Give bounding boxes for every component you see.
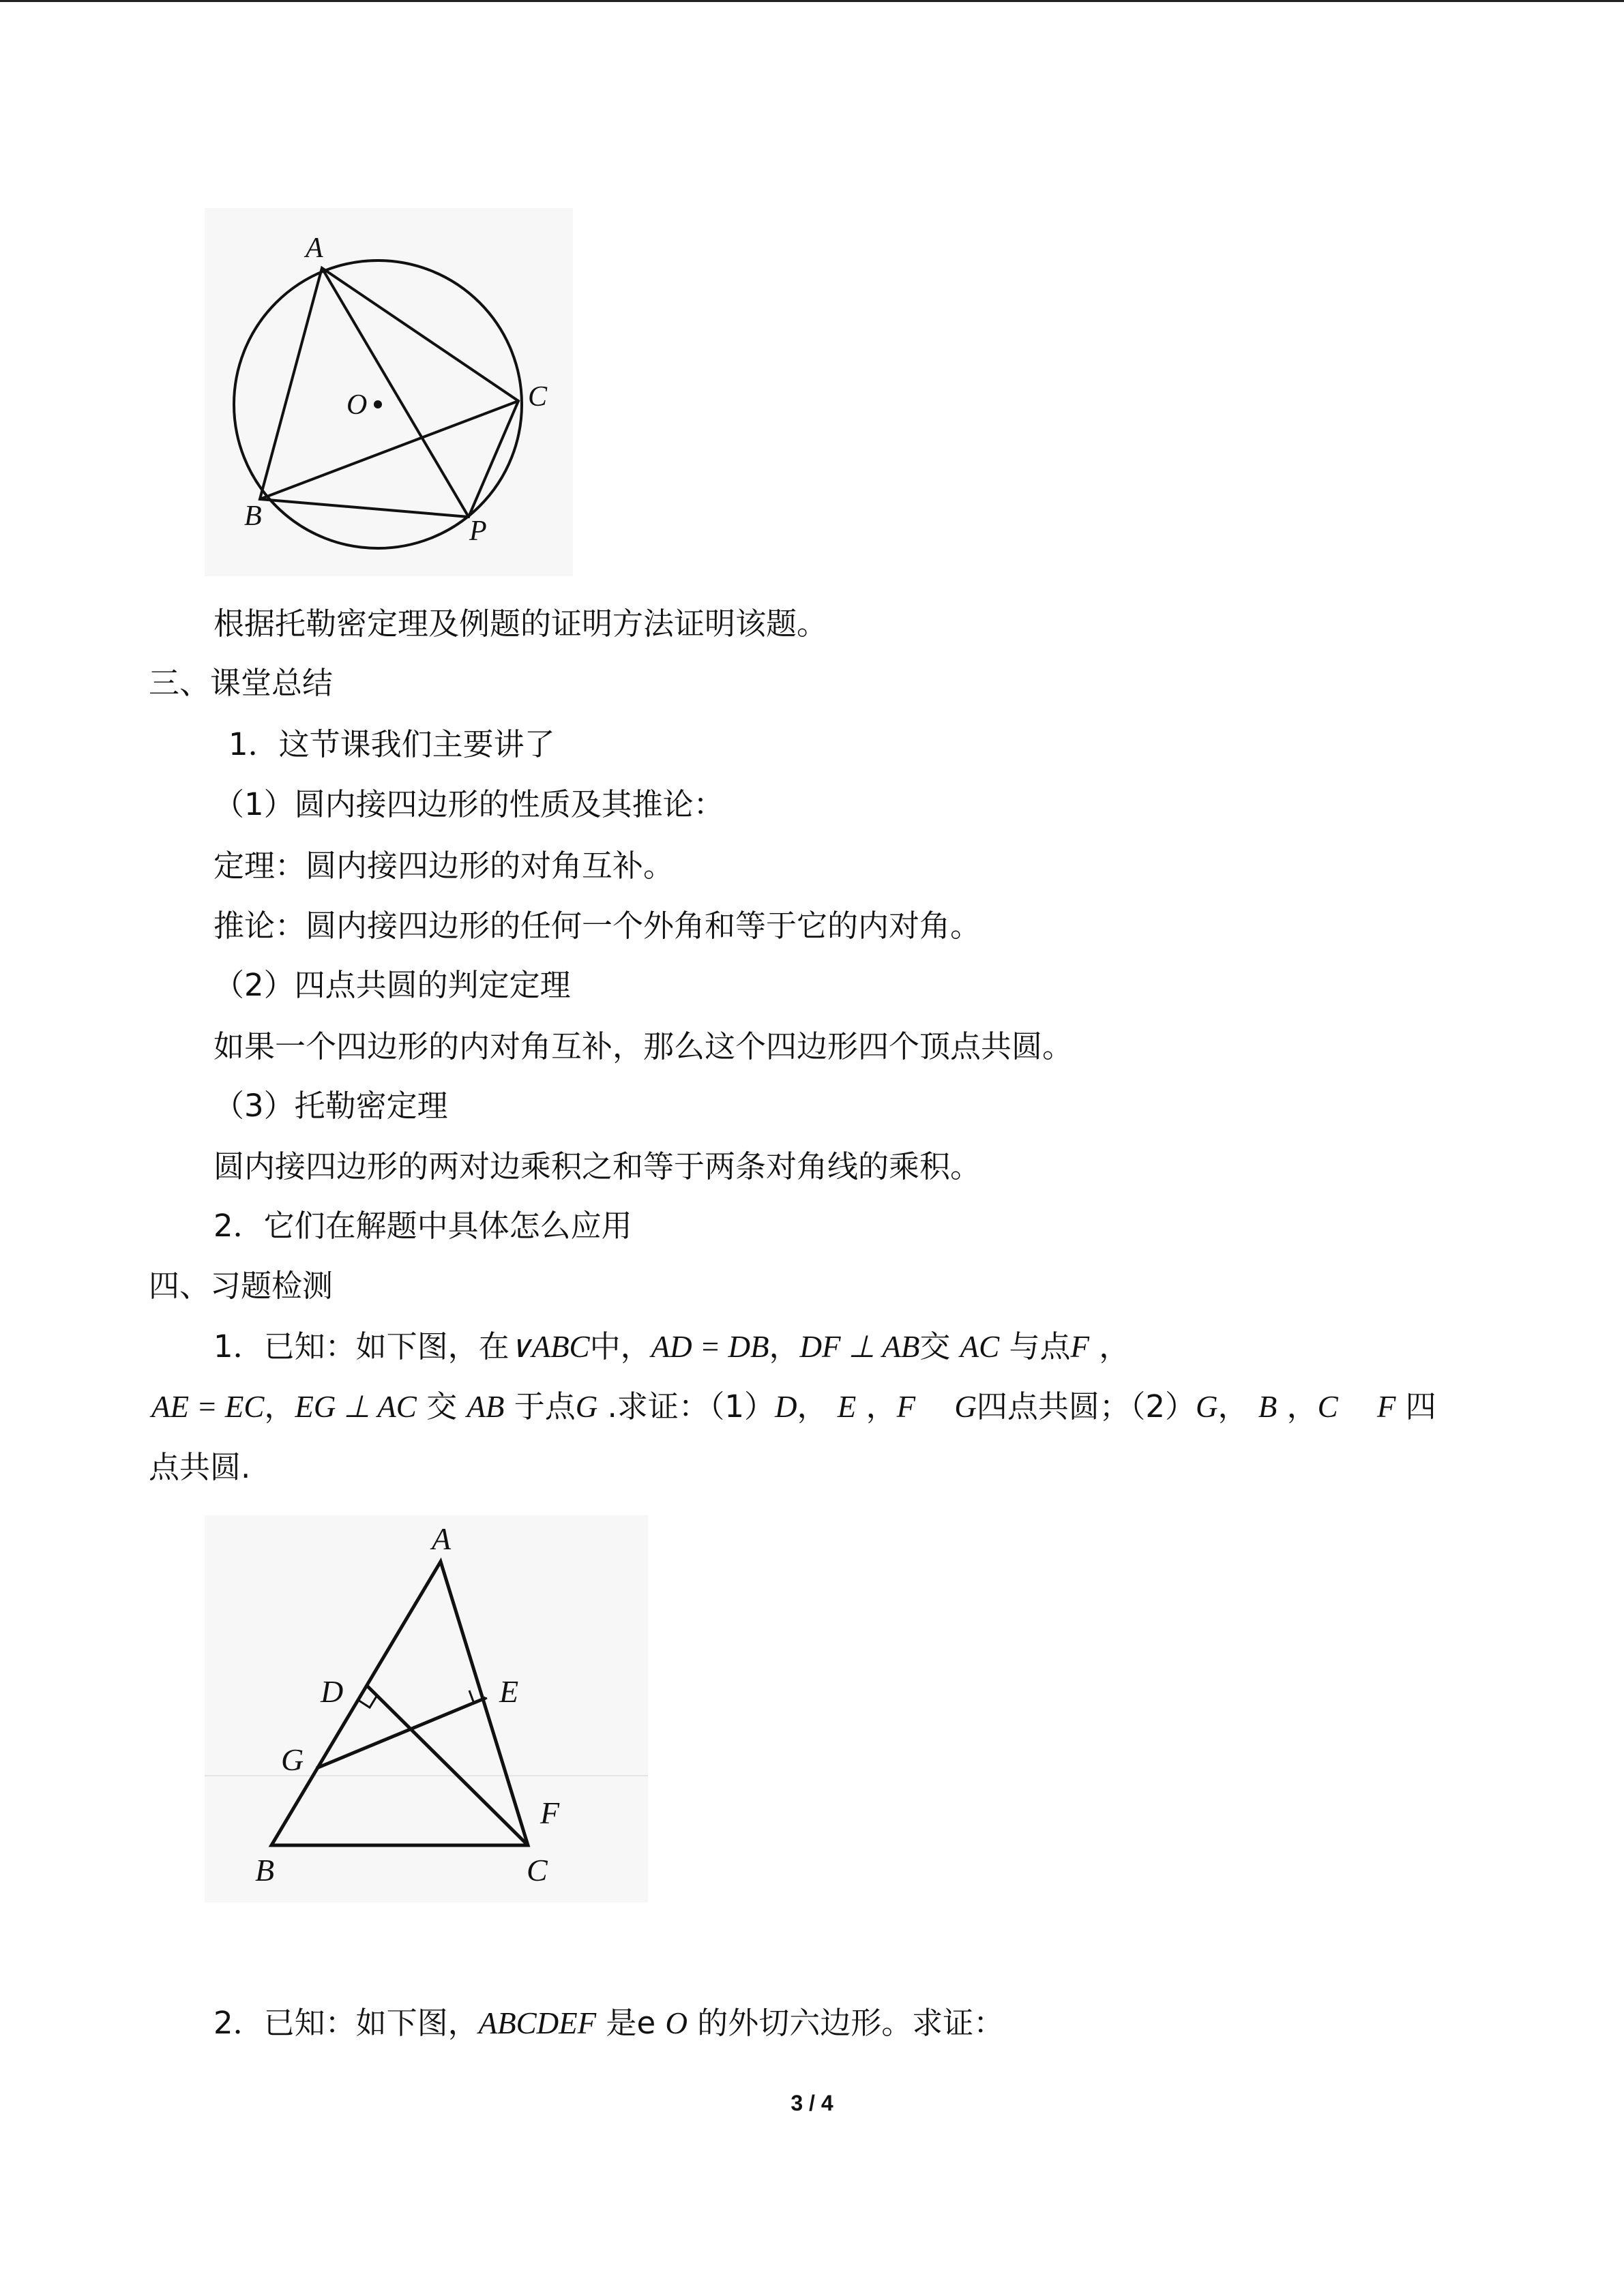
p1-text: 四点共圆；（2） [976,1388,1196,1425]
p1-text: ， [1286,1388,1318,1425]
section-4-title: 四、习题检测 [149,1268,334,1304]
p1-math-f3: F [1376,1390,1396,1424]
p1-math-g3: G [1195,1390,1218,1424]
p1-math-eg-perp: EG ⊥ AC [295,1390,417,1424]
p1-math-triangle: ∨ABC [509,1330,590,1364]
summary-sub-3: （3）托勒密定理 [213,1088,448,1124]
p1-text: 1．已知：如下图，在 [213,1328,510,1365]
label-B: B [244,501,262,532]
problem-2-line-1 [213,2003,1004,2044]
p1-text: 四 [1405,1388,1436,1425]
p1-math-df-perp: DF ⊥ AB [799,1330,920,1364]
summary-item-1: 1．这节课我们主要讲了 [228,726,555,762]
p1-math-e: E [837,1390,857,1424]
p1-math-ab: AB [467,1390,505,1424]
p1-math-g: G [575,1390,598,1424]
p1-text: 与点 [1009,1328,1071,1365]
section-3-title: 三、课堂总结 [149,665,334,701]
p1-math-c: C [1317,1390,1338,1424]
p2-math-o: O [665,2006,688,2040]
page-top-border [0,0,1624,2]
p1-text: ， [1099,1328,1130,1365]
label-G: G [281,1742,304,1777]
summary-theorem: 定理：圆内接四边形的对角互补。 [213,848,675,884]
summary-sub-1: （1）圆内接四边形的性质及其推论： [213,786,724,822]
center-point-O [374,400,382,408]
p1-text: 中， [589,1328,651,1365]
label-B: B [255,1853,275,1888]
problem-1-line-3: 点共圆. [149,1449,251,1485]
summary-sub-2-text: 如果一个四边形的内对角互补，那么这个四边形四个顶点共圆。 [213,1028,1074,1064]
p2-text: 是 [606,2005,637,2041]
label-D: D [321,1674,344,1709]
p1-math-ac: AC [960,1330,1000,1364]
figure-1-svg [205,208,573,576]
p1-math-d: D [774,1390,797,1424]
p2-circle-symbol: e [636,2005,656,2041]
label-E: E [499,1674,519,1709]
label-A: A [432,1521,452,1556]
problem-1-line-1 [213,1326,1130,1367]
p1-math-b: B [1258,1390,1278,1424]
p1-text: ， [797,1388,828,1425]
p1-math-ad-db: AD = DB [651,1330,769,1364]
p1-text: .求证：（1） [607,1388,775,1425]
label-C: C [527,1853,548,1888]
p1-math-f2: F [896,1390,916,1424]
p1-text: 交 [426,1388,458,1425]
p1-math-g2: G [954,1390,977,1424]
p1-text: 于点 [514,1388,576,1425]
prove-instruction: 根据托勒密定理及例题的证明方法证明该题。 [213,606,828,642]
label-P: P [469,516,487,547]
p1-math-f: F [1070,1330,1089,1364]
problem-1-line-2 [151,1386,1436,1427]
summary-sub-3-text: 圆内接四边形的两对边乘积之和等于两条对角线的乘积。 [213,1148,981,1184]
p1-text: ， [866,1388,897,1425]
p1-text: ， [1217,1388,1249,1425]
summary-sub-2: （2）四点共圆的判定定理 [213,967,571,1003]
label-O: O [346,389,368,421]
p2-text: 的外切六边形。求证： [697,2005,1005,2041]
p1-math-ae-ec: AE = EC [151,1390,265,1424]
p2-math-hexagon: ABCDEF [478,2006,597,2040]
summary-corollary: 推论：圆内接四边形的任何一个外角和等于它的内对角。 [213,908,981,944]
p1-text: 交 [919,1328,951,1365]
summary-item-2: 2．它们在解题中具体怎么应用 [213,1208,632,1244]
figure-2-svg [205,1515,648,1903]
p1-text: ， [769,1328,800,1365]
p2-text: 2．已知：如下图， [213,2005,479,2041]
label-F: F [540,1795,560,1830]
page-number: 3 / 4 [791,2091,833,2115]
label-A: A [306,233,323,264]
label-C: C [528,381,548,413]
p1-text: ， [264,1388,295,1425]
figure-cyclic-quadrilateral [205,208,573,576]
figure-triangle [205,1515,648,1903]
